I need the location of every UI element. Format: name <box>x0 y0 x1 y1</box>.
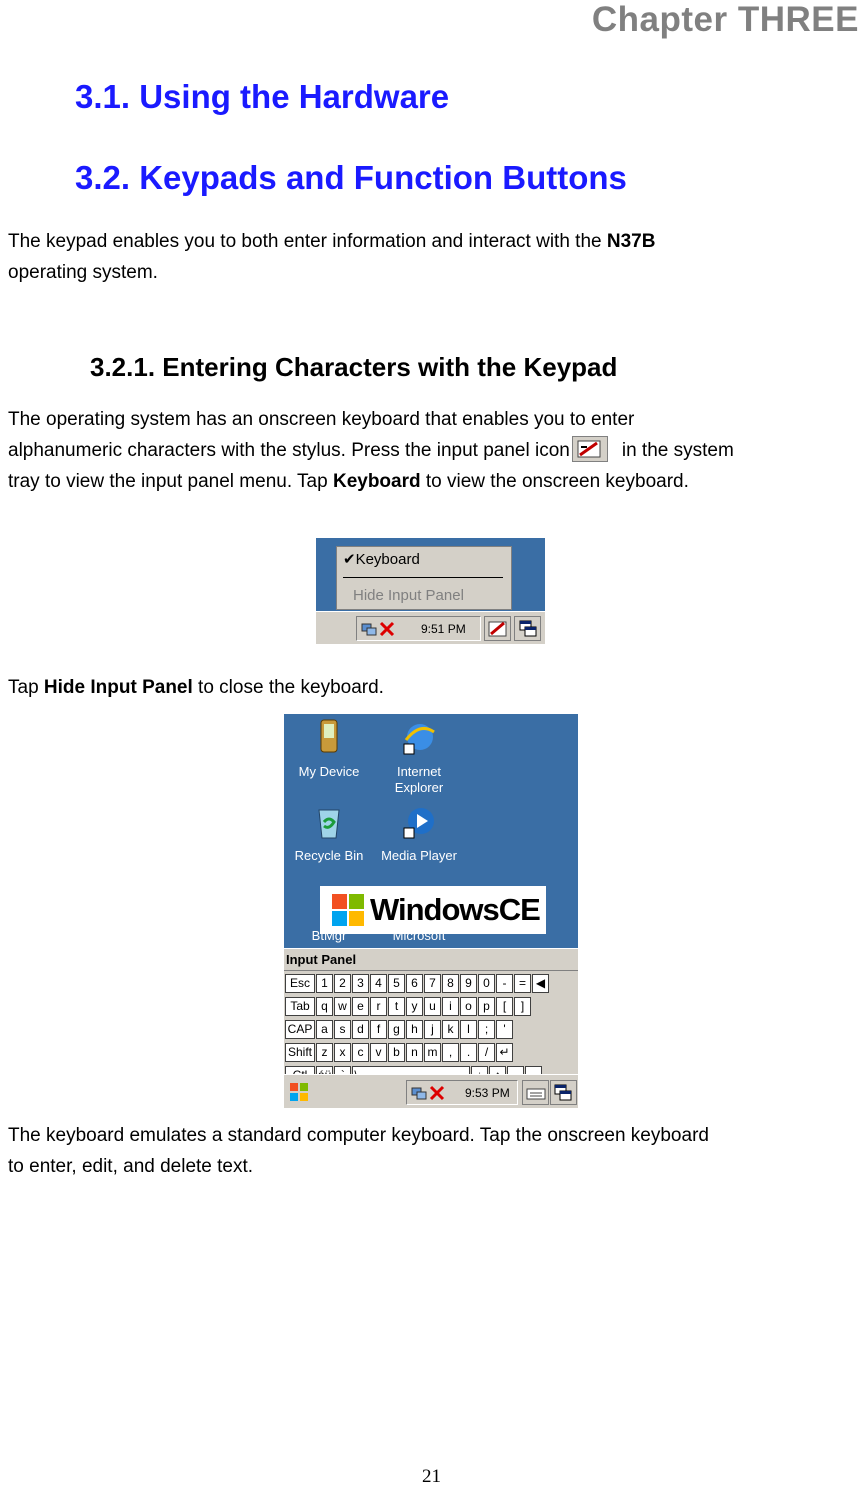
text: The operating system has an onscreen keyboard that enables you to enter <box>8 409 635 430</box>
keyboard-key[interactable]: h <box>406 1020 423 1039</box>
keyboard-key[interactable]: Shift <box>285 1043 315 1062</box>
subsection-heading-3-2-1: 3.2.1. Entering Characters with the Keypad <box>90 352 618 382</box>
page-number: 21 <box>422 1466 441 1487</box>
taskbar <box>316 611 545 644</box>
keyboard-key[interactable]: 1 <box>316 974 333 993</box>
keyboard-key[interactable]: Tab <box>285 997 315 1016</box>
system-tray <box>356 616 481 641</box>
section-heading-3-2: 3.2. Keypads and Function Buttons <box>75 159 627 196</box>
text: Tap <box>8 677 44 698</box>
icon-label: Recycle Bin <box>294 848 364 863</box>
keyboard-key[interactable]: Esc <box>285 974 315 993</box>
desktop-icon-microsoft[interactable] <box>374 914 464 944</box>
input-panel-menu-screenshot <box>316 538 545 644</box>
text: operating system. <box>8 262 158 283</box>
keyboard-key[interactable]: . <box>460 1043 477 1062</box>
keyboard-row <box>284 997 578 1017</box>
keyboard-key[interactable]: 4 <box>370 974 387 993</box>
keyboard-key[interactable]: ' <box>496 1020 513 1039</box>
input-panel-title: Input Panel <box>284 949 578 971</box>
input-panel-icon <box>572 436 608 462</box>
keyboard-key[interactable]: s <box>334 1020 351 1039</box>
keyboard-key[interactable]: n <box>406 1043 423 1062</box>
logo-text: WindowsCE <box>370 892 540 927</box>
keyboard-key[interactable]: z <box>316 1043 333 1062</box>
keyboard-key[interactable]: j <box>424 1020 441 1039</box>
keyboard-row <box>284 974 578 994</box>
keyboard-key[interactable]: a <box>316 1020 333 1039</box>
keyboard-row <box>284 1043 578 1063</box>
text: to close the keyboard. <box>192 677 384 698</box>
keyboard-key[interactable]: u <box>424 997 441 1016</box>
pda-icon <box>312 718 346 756</box>
text: in the system <box>621 440 734 461</box>
text: The keypad enables you to both enter information and interact with the <box>8 231 607 252</box>
network-icon <box>411 1085 427 1101</box>
desktop-icon-my-device[interactable] <box>284 718 374 780</box>
disconnected-icon <box>429 1085 445 1101</box>
recycle-bin-icon <box>312 802 346 840</box>
onscreen-keyboard <box>284 974 578 1086</box>
keyboard-icon <box>526 1085 546 1101</box>
keyboard-key[interactable]: 9 <box>460 974 477 993</box>
start-button[interactable] <box>288 1081 310 1103</box>
media-player-icon <box>402 802 436 840</box>
taskbar <box>284 1074 578 1108</box>
desktop-icon-recycle-bin[interactable] <box>284 802 374 864</box>
keyboard-key[interactable]: i <box>442 997 459 1016</box>
keyboard-key[interactable]: CAP <box>285 1020 315 1039</box>
keyboard-key[interactable]: ; <box>478 1020 495 1039</box>
paragraph-onscreen-keyboard <box>8 404 734 497</box>
keyboard-key[interactable]: x <box>334 1043 351 1062</box>
text: The keyboard emulates a standard computer keyboard. Tap the onscreen keyboard <box>8 1125 709 1146</box>
keyboard-button[interactable] <box>522 1080 549 1105</box>
keyboard-key[interactable]: 6 <box>406 974 423 993</box>
desktop-icon-media-player[interactable] <box>374 802 464 864</box>
chapter-header: Chapter THREE <box>591 0 859 39</box>
keyboard-key[interactable]: , <box>442 1043 459 1062</box>
keyboard-key[interactable]: c <box>352 1043 369 1062</box>
keyboard-key[interactable]: - <box>496 974 513 993</box>
keyboard-key[interactable]: g <box>388 1020 405 1039</box>
disconnected-icon <box>379 621 395 637</box>
windows-stack-icon <box>554 1084 572 1102</box>
keyboard-key[interactable]: q <box>316 997 333 1016</box>
keyboard-key[interactable]: f <box>370 1020 387 1039</box>
network-icon <box>361 621 377 637</box>
hide-input-panel-term: Hide Input Panel <box>43 677 193 698</box>
icon-label: Microsoft <box>392 928 446 943</box>
section-heading-3-1: 3.1. Using the Hardware <box>75 78 450 115</box>
keyboard-key[interactable]: 5 <box>388 974 405 993</box>
keyboard-key[interactable]: t <box>388 997 405 1016</box>
keyboard-key[interactable]: [ <box>496 997 513 1016</box>
keyboard-key[interactable]: = <box>514 974 531 993</box>
icon-label: My Device <box>298 764 360 779</box>
input-panel <box>284 948 578 1074</box>
keyboard-key[interactable]: w <box>334 997 351 1016</box>
keyboard-key[interactable]: ↵ <box>496 1043 513 1062</box>
icon-label: Internet Explorer <box>394 764 444 795</box>
internet-explorer-icon <box>402 718 436 756</box>
keyboard-key[interactable]: / <box>478 1043 495 1062</box>
keyboard-key[interactable]: r <box>370 997 387 1016</box>
keyboard-key[interactable]: 2 <box>334 974 351 993</box>
paragraph-keyboard-emulation <box>8 1120 709 1182</box>
keyboard-key[interactable]: m <box>424 1043 441 1062</box>
clock: 9:51 PM <box>421 622 466 636</box>
keyboard-key[interactable]: p <box>478 997 495 1016</box>
keyboard-key[interactable]: 3 <box>352 974 369 993</box>
text: to view the onscreen keyboard. <box>420 471 689 492</box>
input-panel-icon <box>488 620 508 638</box>
clock: 9:53 PM <box>465 1086 510 1100</box>
keyboard-row <box>284 1020 578 1040</box>
windows-button[interactable] <box>514 616 541 641</box>
keyboard-key[interactable]: ] <box>514 997 531 1016</box>
windows-stack-icon <box>519 620 537 638</box>
menu-item-keyboard[interactable]: ✔Keyboard <box>343 551 420 568</box>
paragraph-intro <box>8 226 655 288</box>
keyboard-key[interactable]: 8 <box>442 974 459 993</box>
input-panel-button[interactable] <box>484 616 511 641</box>
keyboard-key[interactable]: 7 <box>424 974 441 993</box>
keyboard-key[interactable]: ◀ <box>532 974 549 993</box>
menu-separator <box>343 577 503 578</box>
keyboard-key[interactable]: e <box>352 997 369 1016</box>
keyboard-key[interactable]: y <box>406 997 423 1016</box>
text: to enter, edit, and delete text. <box>8 1156 254 1177</box>
text: tray to view the input panel menu. Tap <box>8 471 333 492</box>
desktop-icon-btmgr[interactable] <box>284 914 374 944</box>
system-tray <box>406 1080 518 1105</box>
text: alphanumeric characters with the stylus. Press the input panel icon <box>8 440 570 461</box>
input-panel-menu <box>336 546 512 610</box>
windows-button[interactable] <box>550 1080 577 1105</box>
icon-label: Media Player <box>381 848 457 863</box>
product-name: N37B <box>606 231 656 252</box>
keyboard-key[interactable]: o <box>460 997 477 1016</box>
paragraph-hide-panel <box>8 672 384 703</box>
desktop-icon-internet-explorer[interactable] <box>374 718 464 796</box>
keyboard-key[interactable]: d <box>352 1020 369 1039</box>
menu-item-hide-input-panel[interactable]: Hide Input Panel <box>353 587 464 604</box>
keyboard-key[interactable]: v <box>370 1043 387 1062</box>
keyboard-key[interactable]: b <box>388 1043 405 1062</box>
keyboard-key[interactable]: 0 <box>478 974 495 993</box>
windows-ce-keyboard-screenshot <box>284 714 578 1108</box>
keyboard-term: Keyboard <box>332 471 421 492</box>
keyboard-key[interactable]: k <box>442 1020 459 1039</box>
keyboard-key[interactable]: l <box>460 1020 477 1039</box>
icon-label: BtMgr <box>311 928 347 943</box>
